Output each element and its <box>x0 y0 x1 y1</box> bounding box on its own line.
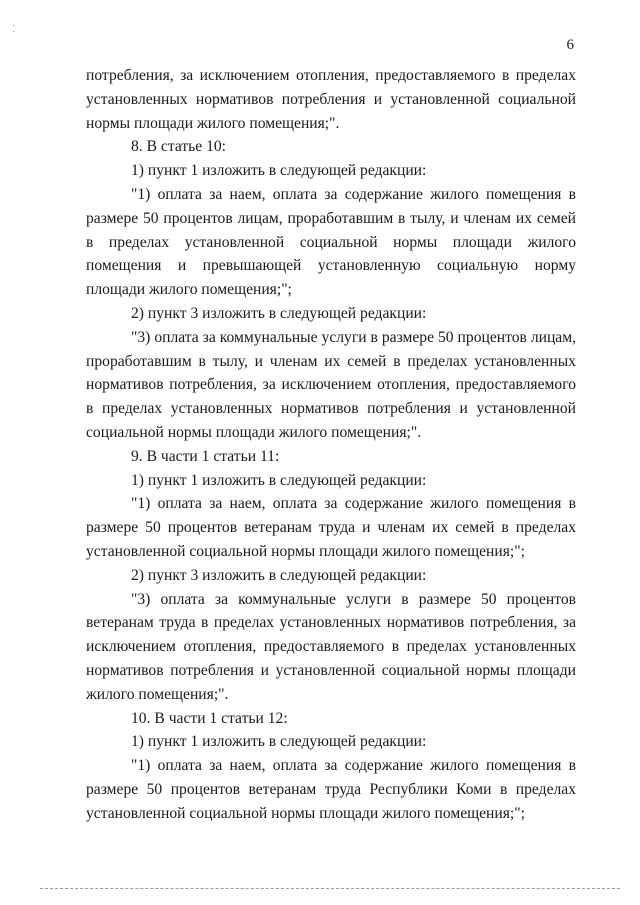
paragraph: "3) оплата за коммунальные услуги в размере 50 процентов ветеранам труда в пределах установленных нормативов потребления, за исключением отопления, предоставляемого в пределах установленных нормативов потребления и установленной социальной нормы площади жилого помещения;". <box>86 590 576 703</box>
page-number: 6 <box>566 37 574 53</box>
scan-corner-mark: · · <box>12 21 16 38</box>
page-bottom-edge <box>40 888 620 889</box>
paragraph: "3) оплата за коммунальные услуги в размере 50 процентов лицам, проработавшим в тылу, и членам их семей в пределах установленных нормативов потребления, за исключением отопления, предоставляемого в пределах установленных нормативов потребления и установленной социальной нормы площади жилого помещения;". <box>86 328 576 441</box>
paragraph: "1) оплата за наем, оплата за содержание жилого помещения в размере 50 процентов ветеранам труда и членам их семей в пределах установленной социальной нормы площади жилого помещения;"; <box>86 495 576 560</box>
paragraph: 1) пункт 1 изложить в следующей редакции: <box>131 162 427 180</box>
paragraph: 8. В статье 10: <box>131 138 227 156</box>
paragraph: 1) пункт 1 изложить в следующей редакции: <box>131 733 427 751</box>
paragraph: 2) пункт 3 изложить в следующей редакции: <box>131 304 427 322</box>
document-body <box>86 64 576 826</box>
paragraph: 9. В части 1 статьи 11: <box>131 447 280 465</box>
paragraph: 1) пункт 1 изложить в следующей редакции: <box>131 471 427 489</box>
paragraph: 2) пункт 3 изложить в следующей редакции: <box>131 566 427 584</box>
paragraph: потребления, за исключением отопления, предоставляемого в пределах установленных нормативов потребления и установленной социальной нормы площади жилого помещения;". <box>86 67 576 132</box>
paragraph: "1) оплата за наем, оплата за содержание жилого помещения в размере 50 процентов ветеранам труда Республики Коми в пределах установленной социальной нормы площади жилого помещения;"; <box>86 757 576 822</box>
paragraph: 10. В части 1 статьи 12: <box>131 709 288 727</box>
paragraph: "1) оплата за наем, оплата за содержание жилого помещения в размере 50 процентов лицам, проработавшим в тылу, и членам их семей в пределах установленной социальной нормы площади жилого помещения и превышающей установленную социальную норму площади жилого помещения;"; <box>86 185 576 299</box>
